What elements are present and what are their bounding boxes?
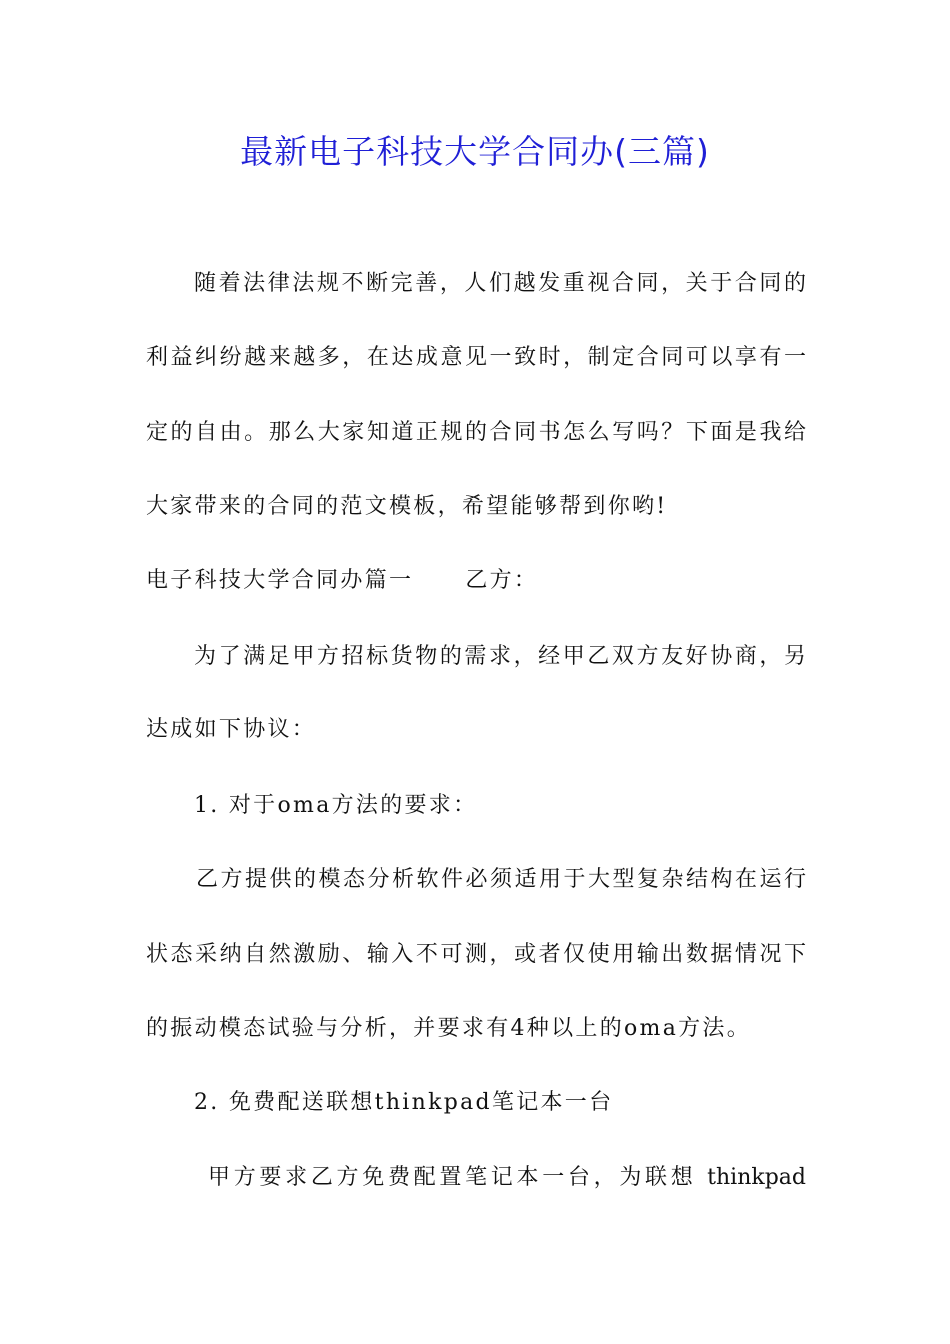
item-1-line-2: 状态采纳自然激励、输入不可测，或者仅使用输出数据情况下 <box>146 942 806 967</box>
paragraph-1-line-1: 为了满足甲方招标货物的需求，经甲乙双方友好协商，另 <box>194 644 806 669</box>
paragraph-1-line-2: 达成如下协议： <box>146 717 317 742</box>
document-title: 最新电子科技大学合同办(三篇) <box>240 132 710 171</box>
item-1-line-3: 的振动模态试验与分析，并要求有4种以上的oma方法。 <box>146 1016 752 1041</box>
party-b-label: 乙方： <box>465 568 539 593</box>
intro-line-1: 随着法律法规不断完善，人们越发重视合同，关于合同的 <box>194 271 806 296</box>
intro-line-2: 利益纠纷越来越多，在达成意见一致时，制定合同可以享有一 <box>146 345 806 370</box>
intro-line-4: 大家带来的合同的范文模板，希望能够帮到你哟! <box>146 494 668 519</box>
item-1-heading: 1. 对于oma方法的要求： <box>194 793 478 818</box>
item-1-line-1: 乙方提供的模态分析软件必须适用于大型复杂结构在运行 <box>196 867 806 892</box>
intro-line-3: 定的自由。那么大家知道正规的合同书怎么写吗？下面是我给 <box>146 420 806 445</box>
section-heading-row <box>146 565 806 597</box>
item-2-line-1: 甲方要求乙方免费配置笔记本一台，为联想 thinkpad <box>208 1165 806 1190</box>
section-heading: 电子科技大学合同办篇一 <box>146 568 414 593</box>
item-2-heading: 2. 免费配送联想thinkpad笔记本一台 <box>194 1090 614 1115</box>
